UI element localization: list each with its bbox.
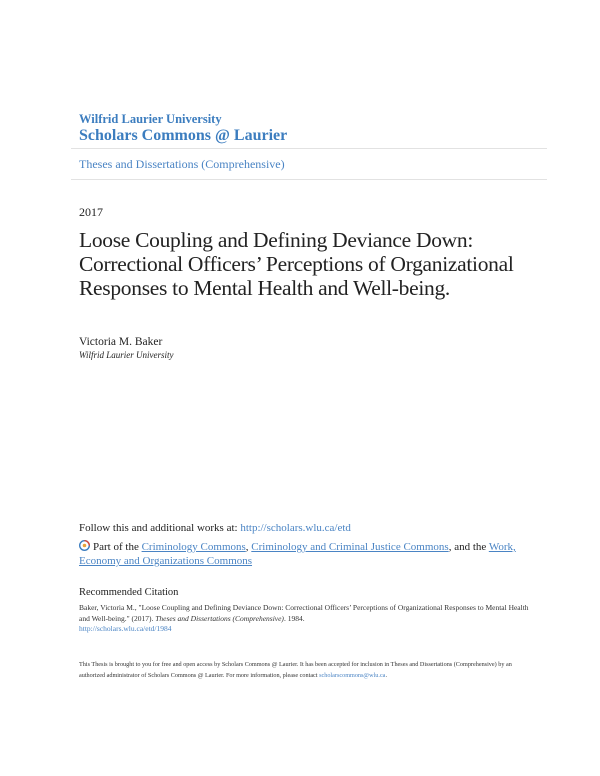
publication-year: 2017 [79,205,103,219]
divider-top [71,148,547,149]
work-economy-commons-link[interactable]: Work, Economy and Organizations Commons [79,541,516,567]
citation-series: Theses and Dissertations (Comprehensive) [155,613,284,623]
access-notice-text: This Thesis is brought to you for free and open access by Scholars Commons @ Laurier. It has been accepted for inclusion in Theses and Dissertations (Comprehensive) by an authorized administrator of Scholars Commons @ Laurier. For more information, please contact [79,661,512,679]
citation-url-link[interactable]: http://scholars.wlu.ca/etd/1984 [79,624,172,633]
citation-number: . 1984. [283,613,305,623]
repository-header [79,112,287,146]
citation-body [79,603,529,635]
divider-bottom [71,179,547,180]
follow-line [79,522,351,535]
repository-name-link[interactable]: Scholars Commons @ Laurier [79,127,288,144]
follow-url-link[interactable]: http://scholars.wlu.ca/etd [240,522,351,534]
follow-label: Follow this and additional works at: [79,522,241,534]
citation-heading: Recommended Citation [79,587,179,598]
collection-link[interactable]: Theses and Dissertations (Comprehensive) [79,157,285,171]
author-affiliation: Wilfrid Laurier University [79,350,174,360]
separator: , and the [448,541,489,553]
institution-name: Wilfrid Laurier University [79,112,222,126]
part-of-line [79,540,529,568]
thesis-title: Loose Coupling and Defining Deviance Down: Correctional Officers’ Perceptions of Organizational Responses to Mental Health and Well-being. [79,228,514,300]
criminal-justice-commons-link[interactable]: Criminology and Criminal Justice Commons [251,541,449,553]
separator: , [245,541,252,553]
author-name: Victoria M. Baker [79,336,163,348]
contact-email-link[interactable]: scholarscommons@wlu.ca [319,671,386,679]
notice-end: . [385,671,387,679]
citation-text: Baker, Victoria M., "Loose Coupling and Defining Deviance Down: Correctional Officers’ Perceptions of Organizational Responses to Mental Health and Well-being." (2017). [79,603,529,623]
part-of-label: Part of the [93,541,142,553]
network-icon [79,540,90,551]
criminology-commons-link[interactable]: Criminology Commons [141,541,246,553]
access-notice [79,660,529,681]
